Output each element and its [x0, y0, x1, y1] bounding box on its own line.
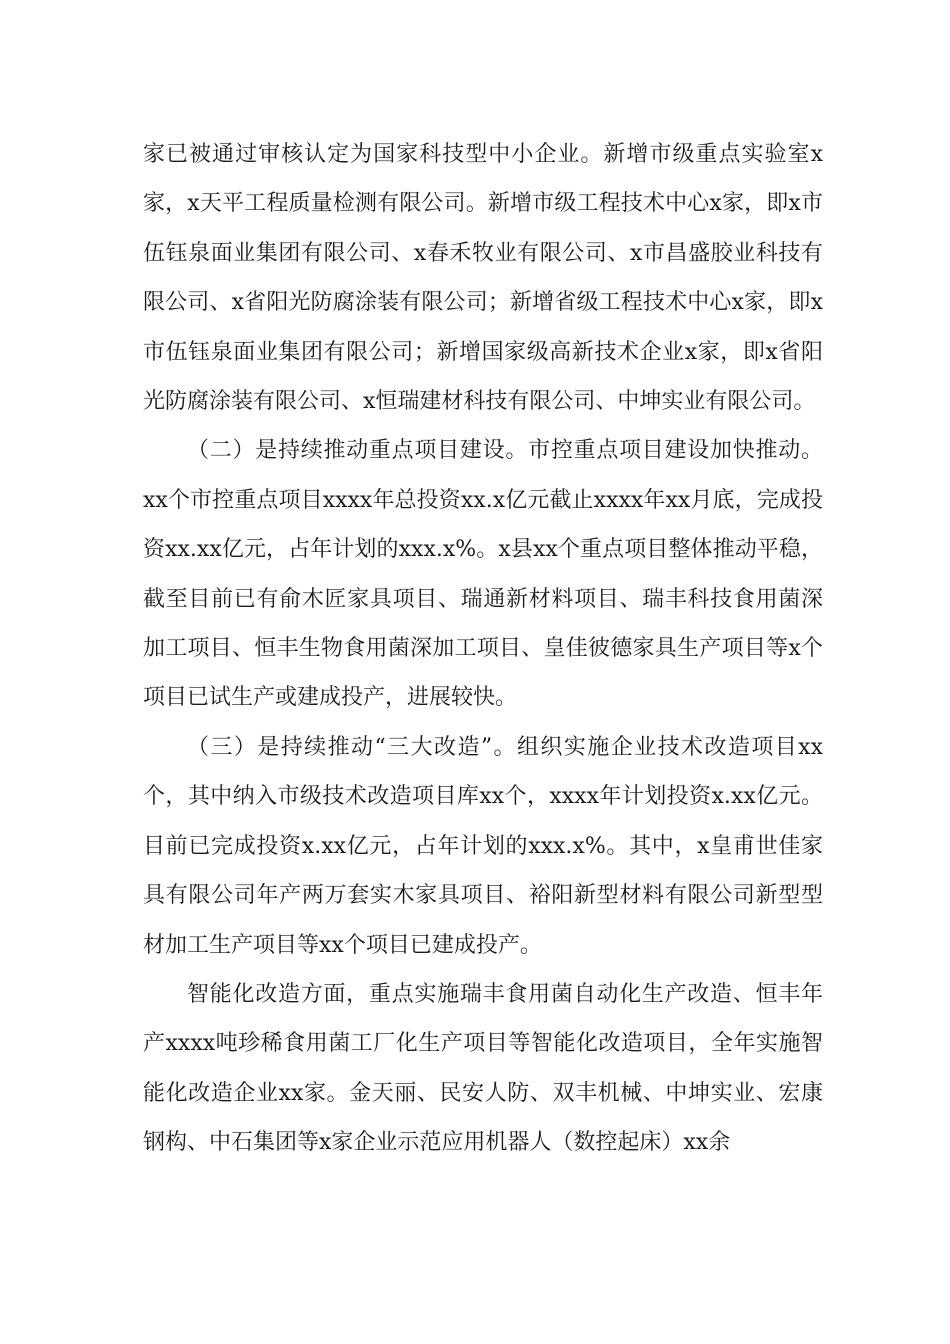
- paragraph-three-transformations: （三）是持续推动“三大改造”。组织实施企业技术改造项目xx个，其中纳入市级技术改造项目库xx个，xxxx年计划投资x.xx亿元。目前已完成投资x.xx亿元，占年计划的xxx.x%。其中，x皇甫世佳家具有限公司年产两万套实木家具项目、裕阳新型材料有限公司新型型材加工生产项目等xx个项目已建成投产。: [143, 734, 823, 958]
- paragraph-continuation: 家已被通过审核认定为国家科技型中小企业。新增市级重点实验室x家，x天平工程质量检测有限公司。新增市级工程技术中心x家，即x市伍钰泉面业集团有限公司、x春禾牧业有限公司、x市昌盛胶业科技有限公司、x省阳光防腐涂装有限公司；新增省级工程技术中心x家，即x市伍钰泉面业集团有限公司；新增国家级高新技术企业x家，即x省阳光防腐涂装有限公司、x恒瑞建材科技有限公司、中坤实业有限公司。: [143, 142, 823, 415]
- paragraph-key-projects: （二）是持续推动重点项目建设。市控重点项目建设加快推动。xx个市控重点项目xxxx年总投资xx.x亿元截止xxxx年xx月底，完成投资xx.xx亿元，占年计划的xxx.x%。x县xx个重点项目整体推动平稳，截至目前已有俞木匠家具项目、瑞通新材料项目、瑞丰科技食用菌深加工项目、恒丰生物食用菌深加工项目、皇佳彼德家具生产项目等x个项目已试生产或建成投产，进展较快。: [143, 438, 823, 711]
- document-body: [143, 130, 823, 1168]
- paragraph-intelligent-transformation: 智能化改造方面，重点实施瑞丰食用菌自动化生产改造、恒丰年产xxxx吨珍稀食用菌工厂化生产项目等智能化改造项目，全年实施智能化改造企业xx家。金天丽、民安人防、双丰机械、中坤实业、宏康钢构、中石集团等x家企业示范应用机器人（数控起床）xx余: [143, 981, 823, 1156]
